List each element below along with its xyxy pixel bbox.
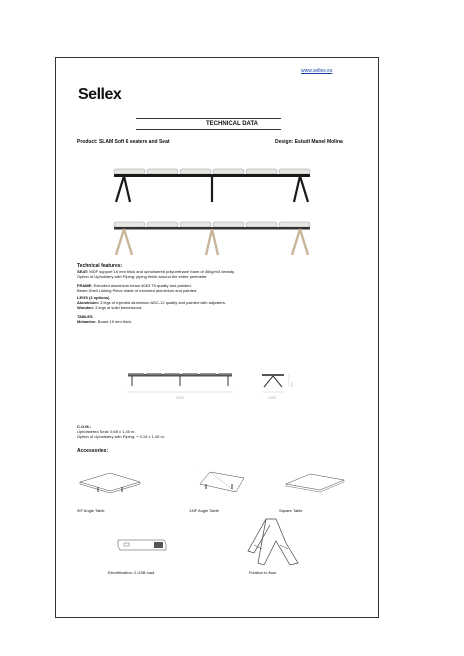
bench-side-elevation-drawing	[256, 370, 296, 404]
com-heading: C.O.M.:	[77, 424, 91, 429]
bench-seats	[114, 169, 310, 174]
title-rule-top	[136, 118, 281, 119]
page-title: TECHNICAL DATA	[206, 121, 258, 127]
website-link[interactable]: www.sellex.es	[301, 68, 333, 74]
com-line-1: Upholstered Seat: 0,65 x 1,40 m.	[77, 429, 136, 434]
seat-label: SEAT:	[77, 269, 89, 274]
aluminium-text: 3 legs of injected aluminium ADC-12 quality and painted with adjusters.	[100, 300, 226, 305]
wooden-label: Wooden:	[77, 305, 95, 310]
wooden-text: 3 legs of solid beechwood.	[95, 305, 143, 310]
title-rule-bottom	[136, 129, 281, 130]
bench-front-elevation-drawing	[124, 370, 236, 404]
frame-text: Extruded aluminium beam 6063 T5 quality and painted.	[93, 283, 192, 288]
seat-text: MDF support 16 mm thick and upholstered polyurethane foam of 40kg/m3 density.	[89, 269, 235, 274]
frame-label: FRAME:	[77, 283, 93, 288]
frame-spec	[77, 283, 367, 293]
accessory-label-fixation-to-floor: Fixation to floor	[249, 570, 277, 575]
melamine-text: Board 19 mm thick.	[97, 319, 133, 324]
document-page	[55, 57, 379, 618]
tables-spec	[77, 319, 367, 324]
frame-text-2: Beam-Shell Linking Piece made of extruded aluminium and painted.	[77, 288, 198, 293]
legs-heading: LEGS (2 options)	[77, 295, 110, 300]
accessories-heading: Accessories:	[77, 448, 109, 454]
angle-table-90-drawing	[78, 470, 142, 496]
bench-wooden-legs-image	[106, 219, 316, 259]
seat-spec	[77, 269, 367, 279]
tables-heading: TABLES	[77, 314, 93, 319]
features-heading: Technical features:	[77, 263, 123, 269]
accessory-label-square-table: Square Table	[279, 508, 303, 513]
fixation-to-floor-drawing	[240, 515, 300, 567]
bench-aluminium-legs-image	[106, 166, 316, 206]
sellex-logo: Sellex	[78, 86, 122, 103]
designer-name: Design: Estudi Manel Molina	[275, 139, 343, 145]
angle-table-135-drawing	[196, 464, 246, 496]
electrification-drawing	[114, 534, 170, 556]
svg-text:·: ·	[198, 468, 199, 471]
square-table-drawing	[284, 470, 346, 494]
length-dimension: 2300	[176, 396, 184, 400]
seat-text-2: Option of Upholstery with Piping: piping finish around the entire perimeter.	[77, 274, 208, 279]
com-line-2: Option of Upholstery with Piping: + 0,15 x 1,40 m.	[77, 434, 165, 439]
product-name: Product: SLAM Soft 6 seaters and Seat	[77, 139, 170, 145]
height-dimension: 270	[290, 382, 294, 388]
depth-dimension: 1000	[268, 396, 276, 400]
accessory-label-90-angle-table: 90º Angle Table	[77, 508, 105, 513]
legs-spec	[77, 300, 367, 310]
bench-seats-wood	[114, 222, 310, 227]
accessory-label-135-angle-table: 135º Angle Table	[189, 508, 219, 513]
accessory-label-electrification: Electrification: 2 USB load.	[108, 570, 156, 575]
melamine-label: Melamine:	[77, 319, 97, 324]
aluminium-label: Aluminium:	[77, 300, 99, 305]
